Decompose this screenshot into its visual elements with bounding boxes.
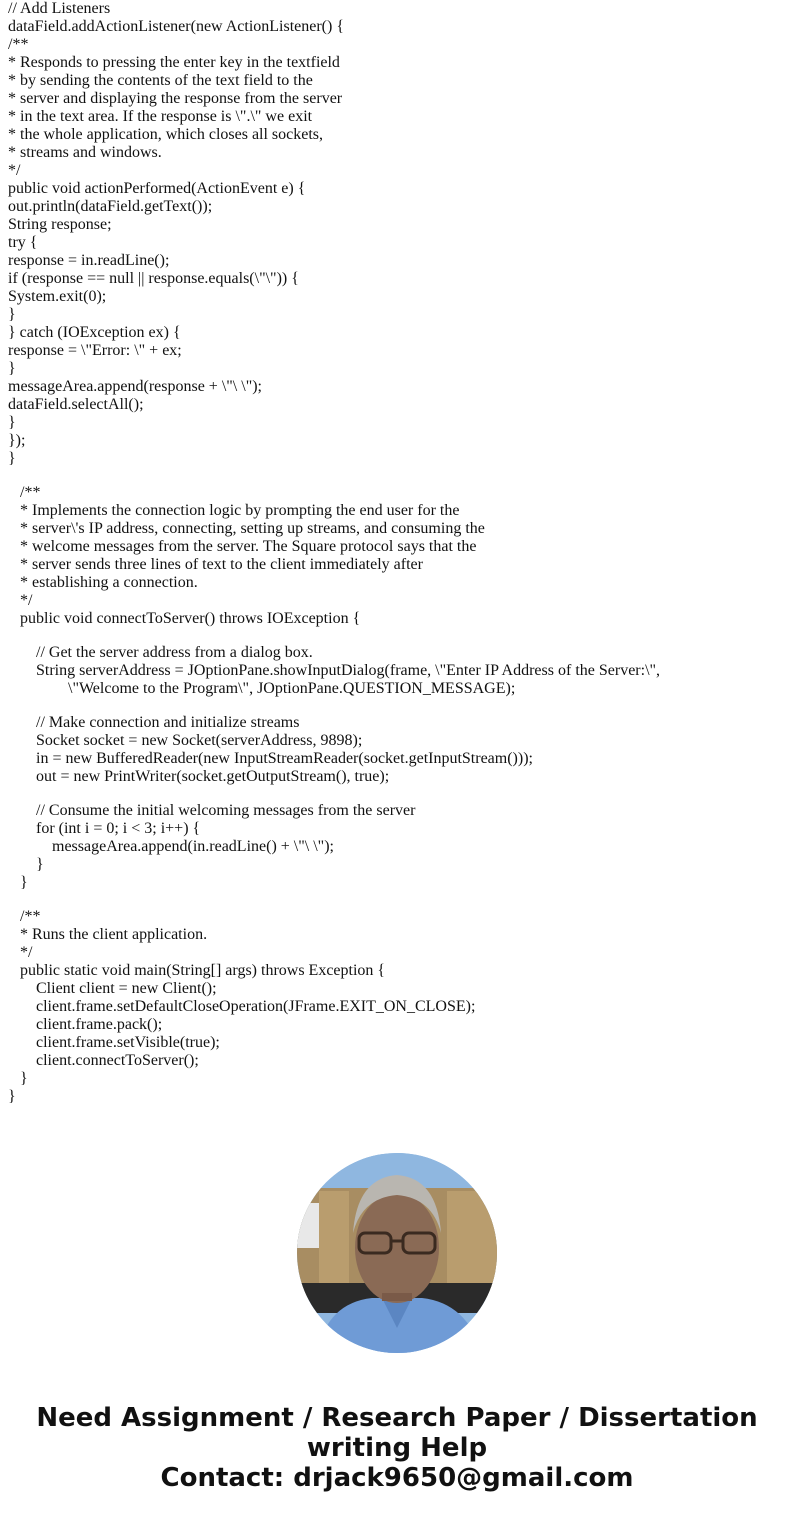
code-line: Client client = new Client(); [36, 980, 217, 997]
code-blank-line [8, 468, 660, 484]
code-line: out.println(dataField.getText()); [8, 198, 213, 215]
code-listing [8, 0, 660, 1106]
code-line: * server and displaying the response from the server [8, 90, 343, 107]
code-line: client.frame.setVisible(true); [36, 1034, 220, 1051]
code-line: * Runs the client application. [20, 926, 208, 943]
code-line: \"Welcome to the Program\", JOptionPane.QUESTION_MESSAGE); [68, 680, 516, 697]
code-line: /** [20, 484, 41, 501]
code-line: Socket socket = new Socket(serverAddress, 9898); [36, 732, 363, 749]
code-line: public static void main(String[] args) throws Exception { [20, 962, 386, 979]
code-line: client.frame.pack(); [36, 1016, 163, 1033]
code-line: client.frame.setDefaultCloseOperation(JFrame.EXIT_ON_CLOSE); [36, 998, 476, 1015]
code-line: * streams and windows. [8, 144, 162, 161]
code-line: public void actionPerformed(ActionEvent e) { [8, 180, 306, 197]
code-line: String response; [8, 216, 112, 233]
code-line: } [8, 1088, 16, 1105]
code-line: dataField.addActionListener(new ActionListener() { [8, 18, 345, 35]
code-line: } [8, 450, 16, 467]
code-line: messageArea.append(in.readLine() + \"\ \"); [52, 838, 334, 855]
code-line: client.connectToServer(); [36, 1052, 199, 1069]
code-line: * Responds to pressing the enter key in the textfield [8, 54, 340, 71]
code-line: * server\'s IP address, connecting, setting up streams, and consuming the [20, 520, 485, 537]
code-blank-line [8, 698, 660, 714]
footer-contact-email: Contact: drjack9650@gmail.com [160, 1463, 634, 1493]
code-line: // Make connection and initialize streams [36, 714, 300, 731]
code-line: String serverAddress = JOptionPane.showInputDialog(frame, \"Enter IP Address of the Server:\", [36, 662, 661, 679]
code-line: /** [20, 908, 41, 925]
code-line: * Implements the connection logic by prompting the end user for the [20, 502, 460, 519]
code-line: }); [8, 432, 26, 449]
code-line: * the whole application, which closes all sockets, [8, 126, 324, 143]
code-line: */ [8, 162, 21, 179]
code-line: /** [8, 36, 29, 53]
code-line: in = new BufferedReader(new InputStreamReader(socket.getInputStream())); [36, 750, 533, 767]
code-line: } [8, 306, 16, 323]
code-line: * welcome messages from the server. The Square protocol says that the [20, 538, 477, 555]
footer-headline: Need Assignment / Research Paper / Dissertation [36, 1403, 758, 1433]
code-line: // Get the server address from a dialog box. [36, 644, 313, 661]
code-line: System.exit(0); [8, 288, 107, 305]
code-line: } catch (IOException ex) { [8, 324, 181, 341]
code-line: response = \"Error: \" + ex; [8, 342, 182, 359]
code-blank-line [8, 892, 660, 908]
code-line: * establishing a connection. [20, 574, 198, 591]
code-line: } [20, 1070, 28, 1087]
code-line: if (response == null || response.equals(\"\")) { [8, 270, 299, 287]
code-line: } [8, 360, 16, 377]
code-line: */ [20, 592, 33, 609]
code-line: * server sends three lines of text to the client immediately after [20, 556, 423, 573]
code-line: */ [20, 944, 33, 961]
footer-subline: writing Help [306, 1433, 488, 1463]
code-blank-line [8, 628, 660, 644]
code-line: // Consume the initial welcoming messages from the server [36, 802, 416, 819]
code-line: } [8, 414, 16, 431]
code-line: public void connectToServer() throws IOException { [20, 610, 361, 627]
code-line: } [20, 874, 28, 891]
code-line: messageArea.append(response + \"\ \"); [8, 378, 262, 395]
code-line: * by sending the contents of the text field to the [8, 72, 313, 89]
code-line: for (int i = 0; i < 3; i++) { [36, 820, 201, 837]
code-line: response = in.readLine(); [8, 252, 170, 269]
code-line: try { [8, 234, 38, 251]
code-line: * in the text area. If the response is \".\" we exit [8, 108, 313, 125]
code-blank-line [8, 786, 660, 802]
code-line: } [36, 856, 44, 873]
code-line: // Add Listeners [8, 0, 111, 17]
author-avatar [297, 1153, 497, 1353]
code-line: out = new PrintWriter(socket.getOutputStream(), true); [36, 768, 390, 785]
contact-footer [0, 1403, 794, 1493]
person-photo-icon [297, 1153, 497, 1353]
code-line: dataField.selectAll(); [8, 396, 144, 413]
